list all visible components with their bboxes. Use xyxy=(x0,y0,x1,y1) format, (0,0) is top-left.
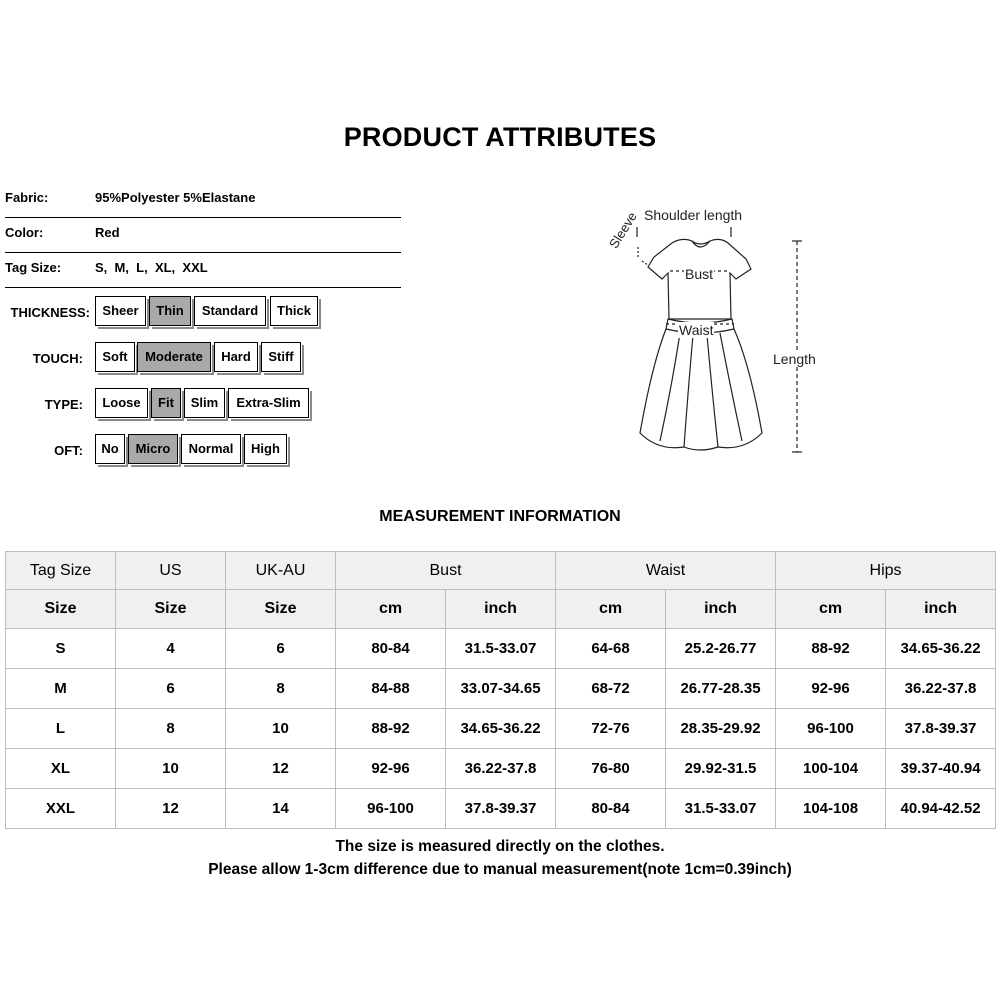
scale-label-thickness: THICKNESS: xyxy=(10,305,90,320)
subheader-cell: inch xyxy=(446,590,556,629)
table-cell: 8 xyxy=(116,709,226,749)
table-cell: 37.8-39.37 xyxy=(886,709,996,749)
option-thick[interactable]: Thick xyxy=(270,296,318,326)
dress-measurement-diagram xyxy=(600,195,840,470)
note-difference: Please allow 1-3cm difference due to manual measurement(note 1cm=0.39inch) xyxy=(208,861,792,878)
option-thin[interactable]: Thin xyxy=(149,296,191,326)
table-cell: 64-68 xyxy=(556,629,666,669)
table-cell: 4 xyxy=(116,629,226,669)
subheader-cell: Size xyxy=(226,590,336,629)
table-subheader-row xyxy=(6,590,996,629)
table-cell: 96-100 xyxy=(336,789,446,829)
table-cell: 80-84 xyxy=(336,629,446,669)
label-sleeve: Sleeve xyxy=(606,209,640,251)
table-cell: 6 xyxy=(226,629,336,669)
subheader-cell: cm xyxy=(336,590,446,629)
table-cell: 6 xyxy=(116,669,226,709)
option-no[interactable]: No xyxy=(95,434,125,464)
attr-row-fabric xyxy=(5,183,401,218)
subheader-cell: cm xyxy=(776,590,886,629)
attr-label: Fabric: xyxy=(5,190,49,205)
table-cell: 39.37-40.94 xyxy=(886,749,996,789)
table-cell: 68-72 xyxy=(556,669,666,709)
dress-illustration xyxy=(600,195,840,470)
subheader-cell: Size xyxy=(6,590,116,629)
table-cell: 84-88 xyxy=(336,669,446,709)
table-cell: 100-104 xyxy=(776,749,886,789)
header-cell: Tag Size xyxy=(6,552,116,590)
attr-value: S, M, L, XL, XXL xyxy=(95,260,208,275)
subheader-cell: Size xyxy=(116,590,226,629)
table-cell: S xyxy=(6,629,116,669)
option-standard[interactable]: Standard xyxy=(194,296,266,326)
table-cell: 92-96 xyxy=(776,669,886,709)
table-cell: 76-80 xyxy=(556,749,666,789)
option-stiff[interactable]: Stiff xyxy=(261,342,301,372)
table-cell: L xyxy=(6,709,116,749)
option-normal[interactable]: Normal xyxy=(181,434,241,464)
table-cell: 80-84 xyxy=(556,789,666,829)
note-measured: The size is measured directly on the clothes. xyxy=(335,838,665,855)
label-bust: Bust xyxy=(685,266,714,282)
table-row xyxy=(6,709,996,749)
attr-value: 95%Polyester 5%Elastane xyxy=(95,190,256,205)
table-cell: XL xyxy=(6,749,116,789)
subheader-cell: cm xyxy=(556,590,666,629)
table-cell: 26.77-28.35 xyxy=(666,669,776,709)
table-cell: 72-76 xyxy=(556,709,666,749)
table-cell: M xyxy=(6,669,116,709)
option-hard[interactable]: Hard xyxy=(214,342,258,372)
table-cell: 40.94-42.52 xyxy=(886,789,996,829)
table-cell: 104-108 xyxy=(776,789,886,829)
table-cell: 28.35-29.92 xyxy=(666,709,776,749)
table-cell: 36.22-37.8 xyxy=(886,669,996,709)
table-row xyxy=(6,669,996,709)
attr-row-tag-size xyxy=(5,253,401,288)
header-cell: Bust xyxy=(336,552,556,590)
table-row xyxy=(6,629,996,669)
option-micro[interactable]: Micro xyxy=(128,434,178,464)
subheader-cell: inch xyxy=(666,590,776,629)
label-length: Length xyxy=(773,351,816,367)
subheader-cell: inch xyxy=(886,590,996,629)
table-cell: 36.22-37.8 xyxy=(446,749,556,789)
option-loose[interactable]: Loose xyxy=(95,388,148,418)
table-cell: 37.8-39.37 xyxy=(446,789,556,829)
table-cell: 31.5-33.07 xyxy=(446,629,556,669)
header-cell: Waist xyxy=(556,552,776,590)
table-cell: 34.65-36.22 xyxy=(886,629,996,669)
table-header-row xyxy=(6,552,996,590)
table-cell: 14 xyxy=(226,789,336,829)
attr-label: Tag Size: xyxy=(5,260,62,275)
table-cell: 31.5-33.07 xyxy=(666,789,776,829)
scale-label-type: TYPE: xyxy=(44,397,83,412)
table-cell: 34.65-36.22 xyxy=(446,709,556,749)
table-cell: 12 xyxy=(116,789,226,829)
table-cell: XXL xyxy=(6,789,116,829)
option-fit[interactable]: Fit xyxy=(151,388,181,418)
option-slim[interactable]: Slim xyxy=(184,388,225,418)
table-cell: 33.07-34.65 xyxy=(446,669,556,709)
table-cell: 10 xyxy=(226,709,336,749)
option-moderate[interactable]: Moderate xyxy=(137,342,211,372)
option-soft[interactable]: Soft xyxy=(95,342,135,372)
table-cell: 88-92 xyxy=(776,629,886,669)
measurement-title: MEASUREMENT INFORMATION xyxy=(379,508,621,525)
attr-label: Color: xyxy=(5,225,44,240)
size-chart-table xyxy=(5,551,996,829)
label-shoulder-length: Shoulder length xyxy=(644,207,743,223)
attr-value: Red xyxy=(95,225,120,240)
table-cell: 92-96 xyxy=(336,749,446,789)
label-waist: Waist xyxy=(679,322,714,338)
attr-row-color xyxy=(5,218,401,253)
table-cell: 12 xyxy=(226,749,336,789)
table-cell: 25.2-26.77 xyxy=(666,629,776,669)
page-title: PRODUCT ATTRIBUTES xyxy=(343,122,657,152)
header-cell: UK-AU xyxy=(226,552,336,590)
table-cell: 29.92-31.5 xyxy=(666,749,776,789)
option-sheer[interactable]: Sheer xyxy=(95,296,146,326)
header-cell: US xyxy=(116,552,226,590)
table-cell: 10 xyxy=(116,749,226,789)
table-cell: 8 xyxy=(226,669,336,709)
table-cell: 88-92 xyxy=(336,709,446,749)
option-high[interactable]: High xyxy=(244,434,287,464)
table-cell: 96-100 xyxy=(776,709,886,749)
table-row xyxy=(6,789,996,829)
option-extra-slim[interactable]: Extra-Slim xyxy=(228,388,309,418)
scale-label-oft: OFT: xyxy=(54,443,83,458)
table-row xyxy=(6,749,996,789)
header-cell: Hips xyxy=(776,552,996,590)
scale-label-touch: TOUCH: xyxy=(32,351,83,366)
